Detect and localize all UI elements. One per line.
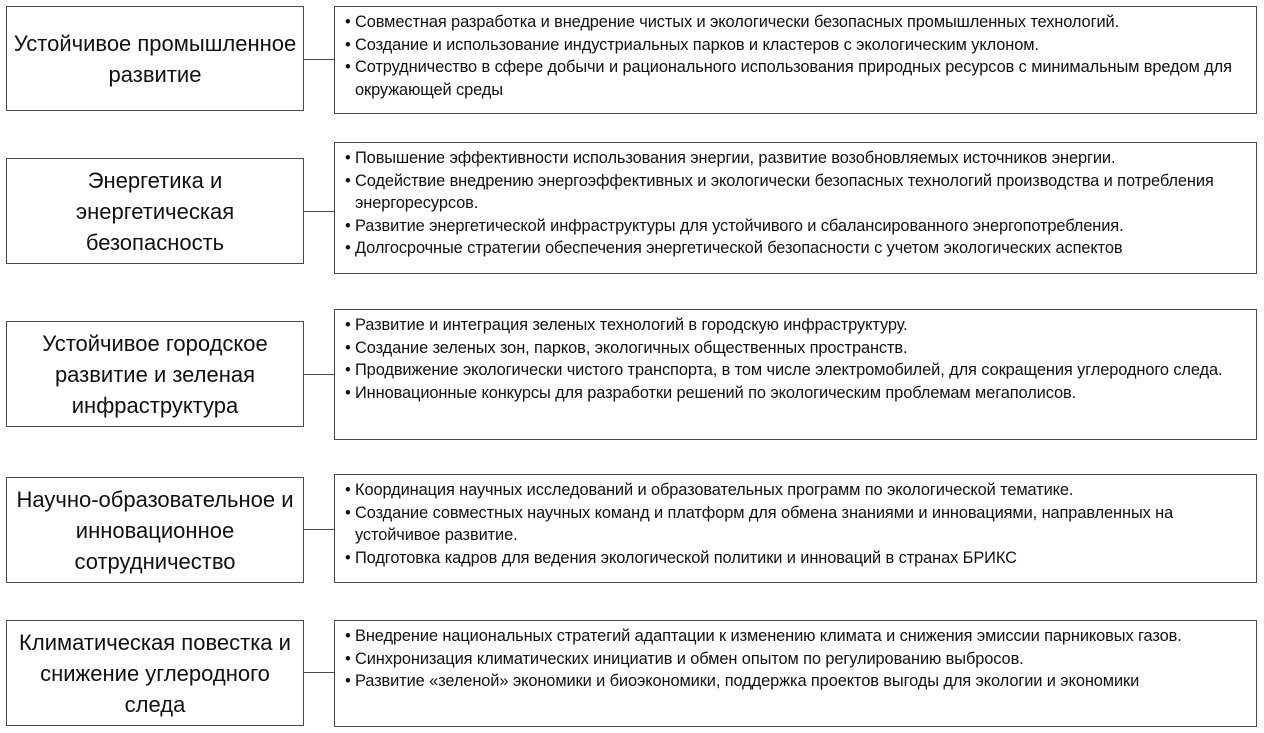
- category-title: Энергетика и энергетическая безопасность: [75, 167, 235, 255]
- list-item: • Инновационные конкурсы для разработки решений по экологическим проблемам мегаполисов.: [345, 383, 1077, 402]
- details-list: [345, 625, 1248, 693]
- list-item: • Координация научных исследований и образовательных программ по экологической тематике.: [345, 481, 1074, 499]
- details-list: [345, 11, 1248, 101]
- list-item: • Развитие и интеграция зеленых технологий в городскую инфраструктуру.: [345, 316, 908, 334]
- list-item: • Содействие внедрению энергоэффективных и экологически безопасных технологий производства и потребления энергоресурсов.: [345, 171, 1214, 212]
- connector-line: [304, 211, 334, 212]
- category-box: [6, 477, 304, 583]
- list-item: • Синхронизация климатических инициатив и обмен опытом по регулированию выбросов.: [345, 649, 1024, 668]
- list-item: • Сотрудничество в сфере добычи и рационального использования природных ресурсов с минимальным вредом для окружающей среды: [345, 58, 1232, 99]
- details-box: [334, 474, 1257, 583]
- connector-line: [304, 529, 334, 530]
- category-title: Устойчивое городское развитие и зеленая инфраструктура: [42, 330, 268, 418]
- category-title: Устойчивое промышленное развитие: [13, 30, 297, 87]
- category-box: [6, 321, 304, 427]
- details-box: [334, 309, 1257, 440]
- list-item: • Развитие энергетической инфраструктуры для устойчивого и сбалансированного энергопотребления.: [345, 216, 1124, 235]
- details-list: [345, 147, 1248, 260]
- list-item: • Подготовка кадров для ведения экологической политики и инноваций в странах БРИКС: [345, 548, 1017, 567]
- list-item: • Создание и использование индустриальных парков и кластеров с экологическим уклоном.: [345, 35, 1039, 54]
- connector-line: [304, 59, 334, 60]
- list-item: • Повышение эффективности использования энергии, развитие возобновляемых источников энергии.: [345, 149, 1116, 167]
- category-box: [6, 620, 304, 726]
- list-item: • Совместная разработка и внедрение чистых и экологически безопасных промышленных технологий.: [345, 13, 1120, 31]
- details-list: [345, 479, 1248, 569]
- connector-line: [304, 672, 334, 673]
- list-item: • Создание зеленых зон, парков, экологичных общественных пространств.: [345, 338, 908, 357]
- details-list: [345, 314, 1248, 404]
- category-box: [6, 6, 304, 111]
- connector-line: [304, 374, 334, 375]
- category-box: [6, 158, 304, 264]
- details-box: [334, 6, 1257, 114]
- list-item: • Продвижение экологически чистого транспорта, в том числе электромобилей, для сокращения углеродного следа.: [345, 361, 1223, 379]
- details-box: [334, 620, 1257, 727]
- details-box: [334, 142, 1257, 274]
- list-item: • Создание совместных научных команд и платформ для обмена знаниями и инновациями, направленных на устойчивое развитие.: [345, 503, 1174, 544]
- category-title: Климатическая повестка и снижение углеродного следа: [19, 629, 291, 717]
- list-item: • Долгосрочные стратегии обеспечения энергетической безопасности с учетом экологических аспектов: [345, 239, 1123, 257]
- category-title: Научно-образовательное и инновационное сотрудничество: [16, 486, 294, 574]
- list-item: • Внедрение национальных стратегий адаптации к изменению климата и снижения эмиссии парниковых газов.: [345, 627, 1182, 645]
- list-item: • Развитие «зеленой» экономики и биоэкономики, поддержка проектов выгоды для экологии и экономики: [345, 672, 1140, 690]
